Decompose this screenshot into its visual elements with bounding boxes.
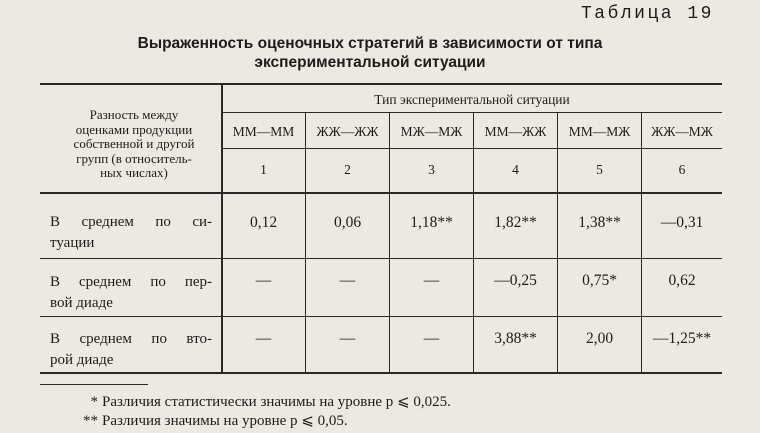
table-cell: 1,38**: [578, 214, 621, 231]
column-header-rule: [222, 148, 722, 149]
column-header: МЖ—МЖ: [400, 124, 463, 139]
table-number: Таблица 19: [580, 4, 714, 24]
column-number: 6: [678, 162, 686, 177]
footnote-mark: *: [90, 394, 98, 410]
group-header: Тип экспериментальной ситуации: [374, 92, 570, 107]
stub-header-line: Разность между: [89, 107, 179, 122]
table-cell: 1,82**: [494, 214, 537, 231]
footnotes: [70, 393, 451, 431]
stub-header-line: собственной и другой: [73, 136, 195, 151]
table-cell: 0,12: [249, 214, 278, 231]
table-cell: —1,25**: [652, 330, 712, 347]
column-header: ММ—ММ: [232, 124, 295, 139]
footnote: [70, 393, 451, 412]
stub-header-line: оценками продукции: [75, 121, 193, 137]
title-line: Выраженность оценочных стратегий в зависимости от типа: [137, 35, 603, 52]
table-cell: 3,88**: [494, 330, 537, 347]
footnote: [70, 412, 451, 431]
footnote-rule: [40, 384, 148, 385]
column-number: 5: [596, 162, 603, 177]
table-cell: 0,06: [333, 214, 362, 231]
group-header-rule: [222, 112, 722, 113]
stub-header: [50, 108, 218, 181]
row-label: [50, 329, 212, 371]
header-bottom-rule: [40, 192, 722, 194]
stub-header-line: групп (в относитель-: [76, 150, 192, 166]
table-cell: —: [255, 272, 272, 289]
row-label: [50, 272, 212, 314]
row-label-line: вой диаде: [50, 295, 113, 311]
table-cell: —: [339, 272, 356, 289]
row-label-line: туации: [50, 235, 95, 251]
top-rule: [40, 83, 722, 85]
footnote-text: Различия значимы на уровне p ⩽ 0,05.: [102, 413, 348, 429]
table-cell: —: [423, 272, 440, 289]
title-line: экспериментальной ситуации: [254, 54, 486, 71]
column-header: ММ—МЖ: [568, 124, 631, 139]
row-separator: [40, 258, 722, 259]
bottom-rule: [40, 372, 722, 374]
table-cell: —: [255, 330, 272, 347]
table-cell: 2,00: [585, 330, 614, 347]
table-title: [60, 34, 680, 72]
footnote-mark: **: [83, 413, 98, 429]
table-cell: —0,25: [494, 272, 537, 289]
row-separator: [40, 316, 722, 317]
row-label-line: В среднем по пер-: [50, 274, 212, 290]
row-label-line: рой диаде: [50, 352, 114, 368]
table-cell: 0,62: [668, 272, 696, 289]
row-label-line: В среднем по вто-: [50, 331, 212, 347]
row-label-line: В среднем по си-: [50, 214, 212, 230]
column-header: ЖЖ—ЖЖ: [316, 124, 379, 139]
column-number: 1: [260, 162, 267, 177]
column-number: 2: [344, 162, 351, 177]
table-cell: —0,31: [660, 214, 704, 231]
table-cell: 0,75*: [582, 272, 617, 289]
row-label: [50, 212, 212, 254]
column-header: ММ—ЖЖ: [484, 124, 547, 139]
column-header: ЖЖ—МЖ: [651, 124, 713, 139]
table-cell: —: [423, 330, 440, 347]
footnote-text: Различия статистически значимы на уровне p ⩽ 0,025.: [102, 394, 451, 410]
stub-header-line: ных числах): [100, 165, 168, 180]
column-number: 3: [428, 162, 435, 177]
table-cell: 1,18**: [410, 214, 453, 231]
column-number: 4: [512, 162, 519, 177]
table-cell: —: [339, 330, 356, 347]
